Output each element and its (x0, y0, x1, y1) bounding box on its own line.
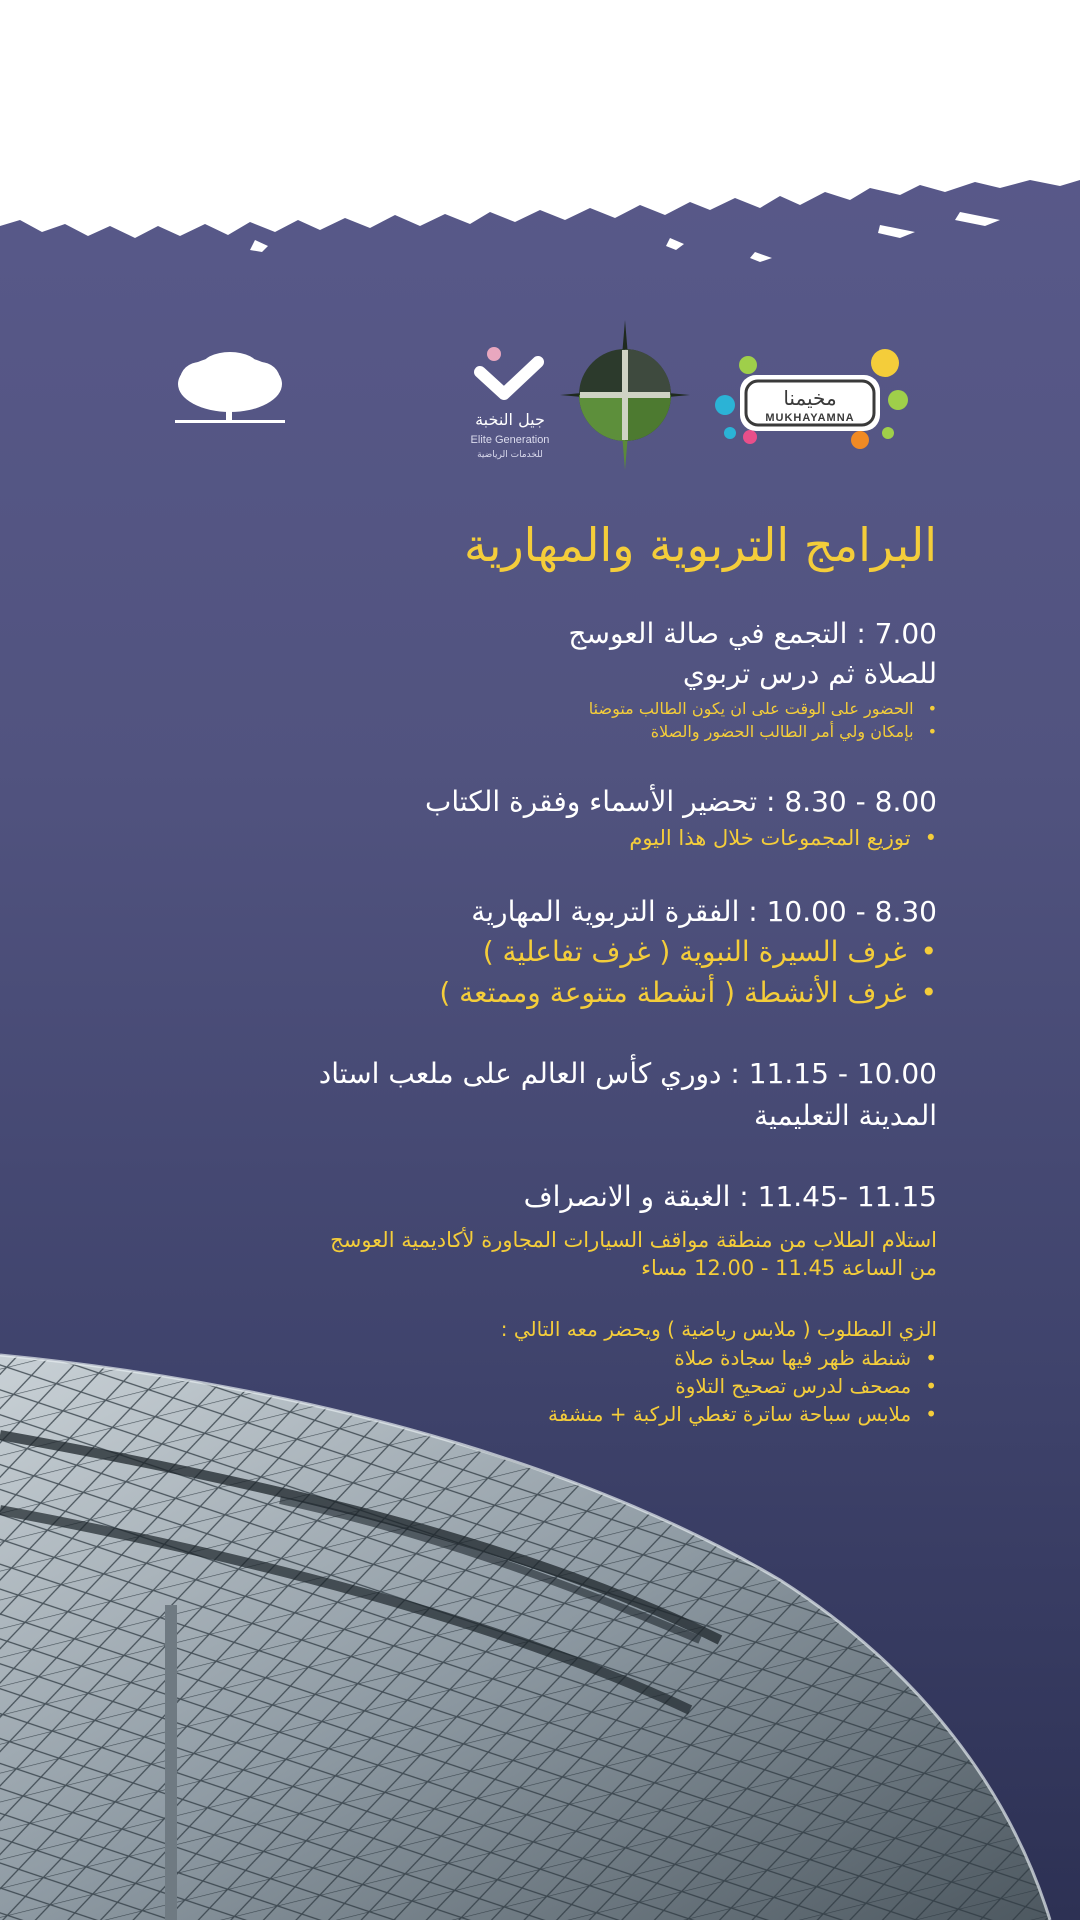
schedule-0800-line: 8.00 - 8.30 : تحضير الأسماء وفقرة الكتاب (425, 785, 937, 818)
elite-generation-mark-icon (450, 340, 570, 410)
schedule-1000-line1: 10.00 - 11.15 : دوري كأس العالم على ملعب استاد (318, 1057, 937, 1090)
schedule-0830-item1: • غرف السيرة النبوية ( غرف تفاعلية ) (483, 935, 937, 968)
elite-logo-english: Elite Generation (470, 434, 550, 446)
logos-row (0, 320, 1080, 470)
page-title: البرامج التربوية والمهارية (463, 518, 937, 572)
compass-emblem-icon (560, 320, 690, 470)
pickup-note-line2: من الساعة 11.45 - 12.00 مساء (641, 1256, 937, 1280)
dress-code-item2: • مصحف لدرس تصحيح التلاوة (675, 1374, 937, 1398)
dress-code-item3: • ملابس سباحة ساترة تغطي الركبة + منشفة (548, 1402, 937, 1426)
elite-logo-arabic: جيل النخبة (475, 410, 545, 429)
schedule-1115-line: 11.15 -11.45 : الغبقة و الانصراف (523, 1180, 937, 1213)
schedule-1000-line2: المدينة التعليمية (754, 1099, 937, 1132)
elite-generation-logo (450, 340, 570, 460)
tree-logo-icon (170, 350, 290, 430)
schedule-0830-line: 8.30 - 10.00 : الفقرة التربوية المهارية (471, 895, 937, 928)
schedule-0800-note: • توزيع المجموعات خلال هذا اليوم (629, 826, 937, 850)
pickup-note-line1: استلام الطلاب من منطقة مواقف السيارات المجاورة لأكاديمية العوسج (330, 1228, 937, 1252)
schedule-0700-line2: للصلاة ثم درس تربوي (682, 657, 937, 690)
mukhayamna-badge-icon (710, 345, 910, 450)
mukhayamna-arabic: مخيمنا (783, 386, 837, 410)
schedule-0700-line1: 7.00 : التجمع في صالة العوسج (568, 617, 937, 650)
schedule-0700-note2: • بإمكان ولي أمر الطالب الحضور والصلاة (651, 722, 937, 741)
dress-code-heading: الزي المطلوب ( ملابس رياضية ) ويحضر معه التالي : (500, 1317, 937, 1341)
elite-logo-subtitle: للخدمات الرياضية (477, 450, 543, 460)
schedule-0700-note1: • الحضور على الوقت على ان يكون الطالب متوضئا (589, 699, 937, 718)
torn-paper-edge (0, 0, 1080, 270)
schedule-0830-item2: • غرف الأنشطة ( أنشطة متنوعة وممتعة ) (439, 976, 937, 1009)
mukhayamna-english: MUKHAYAMNA (765, 412, 855, 424)
dress-code-item1: • شنطة ظهر فيها سجادة صلاة (674, 1346, 937, 1370)
mukhayamna-logo (710, 345, 910, 450)
stadium-dome-image (0, 1340, 1080, 1920)
